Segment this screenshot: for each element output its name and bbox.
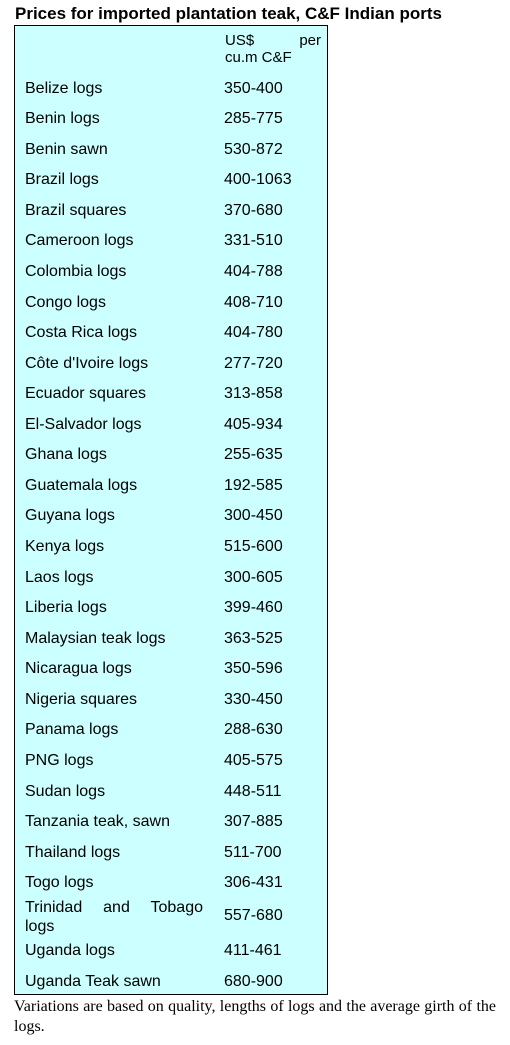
price-cell: 400-1063 [224, 171, 292, 188]
table-row [15, 690, 327, 720]
country-cell: Tanzania teak, sawn [25, 813, 170, 830]
country-cell: Malaysian teak logs [25, 630, 166, 647]
country-cell: Trinidad and Tobago logs [25, 899, 203, 935]
country-cell: Togo logs [25, 874, 94, 891]
table-row [15, 354, 327, 384]
country-cell: El-Salvador logs [25, 416, 142, 433]
country-cell: Brazil logs [25, 171, 99, 188]
table-row [15, 231, 327, 261]
table-row [15, 843, 327, 873]
table-row [15, 506, 327, 536]
price-cell: 557-680 [224, 907, 283, 924]
country-cell: Benin logs [25, 110, 100, 127]
country-cell: Congo logs [25, 294, 106, 311]
country-cell: Nigeria squares [25, 691, 138, 708]
price-cell: 192-585 [224, 477, 283, 494]
country-cell: Kenya logs [25, 538, 105, 555]
price-cell: 405-934 [224, 416, 283, 433]
country-cell: Panama logs [25, 721, 119, 738]
price-cell: 511-700 [224, 844, 282, 861]
price-cell: 255-635 [224, 446, 283, 463]
price-table [14, 25, 328, 995]
table-row [15, 384, 327, 414]
footnote: Variations are based on quality, lengths of logs and the average girth of the logs. [14, 998, 496, 1035]
table-row [15, 782, 327, 812]
price-cell: 408-710 [224, 294, 283, 311]
table-row [15, 170, 327, 200]
price-cell: 330-450 [224, 691, 283, 708]
table-row [15, 323, 327, 353]
table-row [15, 568, 327, 598]
price-cell: 313-858 [224, 385, 283, 402]
table-row [15, 415, 327, 445]
country-cell: Liberia logs [25, 599, 107, 616]
table-row [15, 201, 327, 231]
country-cell: Guyana logs [25, 507, 115, 524]
country-cell: Costa Rica logs [25, 324, 138, 341]
country-cell: Nicaragua logs [25, 660, 132, 677]
price-cell: 680-900 [224, 973, 283, 990]
table-row [15, 629, 327, 659]
price-column-header [225, 32, 321, 66]
price-cell: 288-630 [224, 721, 283, 738]
price-cell: 370-680 [224, 202, 283, 219]
country-cell: Uganda Teak sawn [25, 973, 161, 990]
price-cell: 300-605 [224, 569, 283, 586]
country-cell: Ecuador squares [25, 385, 146, 402]
country-cell: Côte d'Ivoire logs [25, 355, 149, 372]
country-cell: Uganda logs [25, 942, 115, 959]
table-row [15, 812, 327, 842]
header-unit: cu.m C&F [225, 49, 292, 66]
country-cell: Thailand logs [25, 844, 121, 861]
table-row [15, 445, 327, 475]
table-row [15, 109, 327, 139]
table-row [15, 720, 327, 750]
price-cell: 448-511 [224, 783, 282, 800]
country-cell: PNG logs [25, 752, 94, 769]
price-cell: 277-720 [224, 355, 283, 372]
price-cell: 404-780 [224, 324, 283, 341]
table-row [15, 262, 327, 292]
table-row [15, 898, 327, 935]
price-cell: 530-872 [224, 141, 283, 158]
price-cell: 285-775 [224, 110, 283, 127]
country-cell: Laos logs [25, 569, 94, 586]
table-row [15, 140, 327, 170]
price-cell: 307-885 [224, 813, 283, 830]
price-cell: 300-450 [224, 507, 283, 524]
country-cell: Ghana logs [25, 446, 107, 463]
country-cell: Brazil squares [25, 202, 127, 219]
country-cell: Colombia logs [25, 263, 127, 280]
country-cell: Sudan logs [25, 783, 106, 800]
table-row [15, 751, 327, 781]
price-cell: 411-461 [224, 942, 282, 959]
price-cell: 350-596 [224, 660, 283, 677]
country-cell: Benin sawn [25, 141, 108, 158]
price-cell: 331-510 [224, 232, 283, 249]
table-row [15, 659, 327, 689]
price-cell: 404-788 [224, 263, 283, 280]
price-cell: 306-431 [224, 874, 283, 891]
price-cell: 350-400 [224, 80, 283, 97]
country-cell: Cameroon logs [25, 232, 134, 249]
table-title: Prices for imported plantation teak, C&F Indian ports [15, 4, 442, 23]
price-cell: 405-575 [224, 752, 283, 769]
table-row [15, 598, 327, 628]
country-cell: Belize logs [25, 80, 103, 97]
price-cell: 515-600 [224, 538, 283, 555]
table-row [15, 79, 327, 109]
price-cell: 363-525 [224, 630, 283, 647]
price-cell: 399-460 [224, 599, 283, 616]
header-currency: US$ [225, 32, 255, 49]
table-row [15, 476, 327, 506]
table-row [15, 941, 327, 971]
header-per: per [299, 32, 321, 49]
table-row [15, 293, 327, 323]
table-row [15, 537, 327, 567]
country-cell: Guatemala logs [25, 477, 138, 494]
